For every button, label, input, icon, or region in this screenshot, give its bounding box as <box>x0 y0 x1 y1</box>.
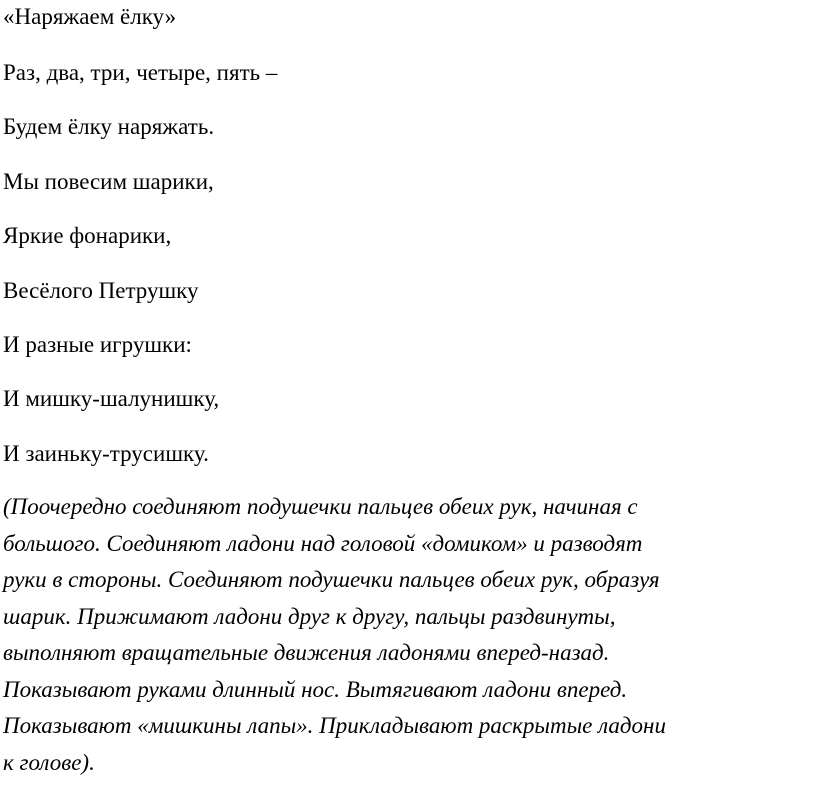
instruction-line-4: шарик. Прижимают ладони друг к другу, пальцы раздвинуты, <box>3 603 616 629</box>
instruction-line-2: большого. Соединяют ладони над головой «домиком» и разводят <box>3 530 643 556</box>
instruction-line-7: Показывают «мишкины лапы». Прикладывают раскрытые ладони <box>3 713 666 738</box>
instruction-line-3: руки в стороны. Соединяют подушечки пальцев обеих рук, образуя <box>3 567 660 592</box>
verse-line-6: И разные игрушки: <box>3 332 192 357</box>
verse-line-7: И мишку-шалунишку, <box>3 386 220 411</box>
verse-line-1: Раз, два, три, четыре, пять – <box>3 60 278 85</box>
instruction-line-1: (Поочередно соединяют подушечки пальцев обеих рук, начиная с <box>3 494 638 519</box>
verse-line-4: Яркие фонарики, <box>3 223 172 248</box>
instruction-line-6: Показывают руками длинный нос. Вытягивают ладони вперед. <box>3 676 628 702</box>
poem-title: «Наряжаем ёлку» <box>3 4 177 29</box>
verse-line-5: Весёлого Петрушку <box>3 278 199 303</box>
instruction-line-5: выполняют вращательные движения ладонями вперед-назад. <box>3 640 610 665</box>
verse-line-3: Мы повесим шарики, <box>3 169 214 194</box>
verse-line-2: Будем ёлку наряжать. <box>3 114 215 139</box>
instruction-line-8: к голове). <box>3 749 95 775</box>
movement-instructions <box>3 489 811 781</box>
verse-line-8: И заиньку-трусишку. <box>3 441 209 466</box>
